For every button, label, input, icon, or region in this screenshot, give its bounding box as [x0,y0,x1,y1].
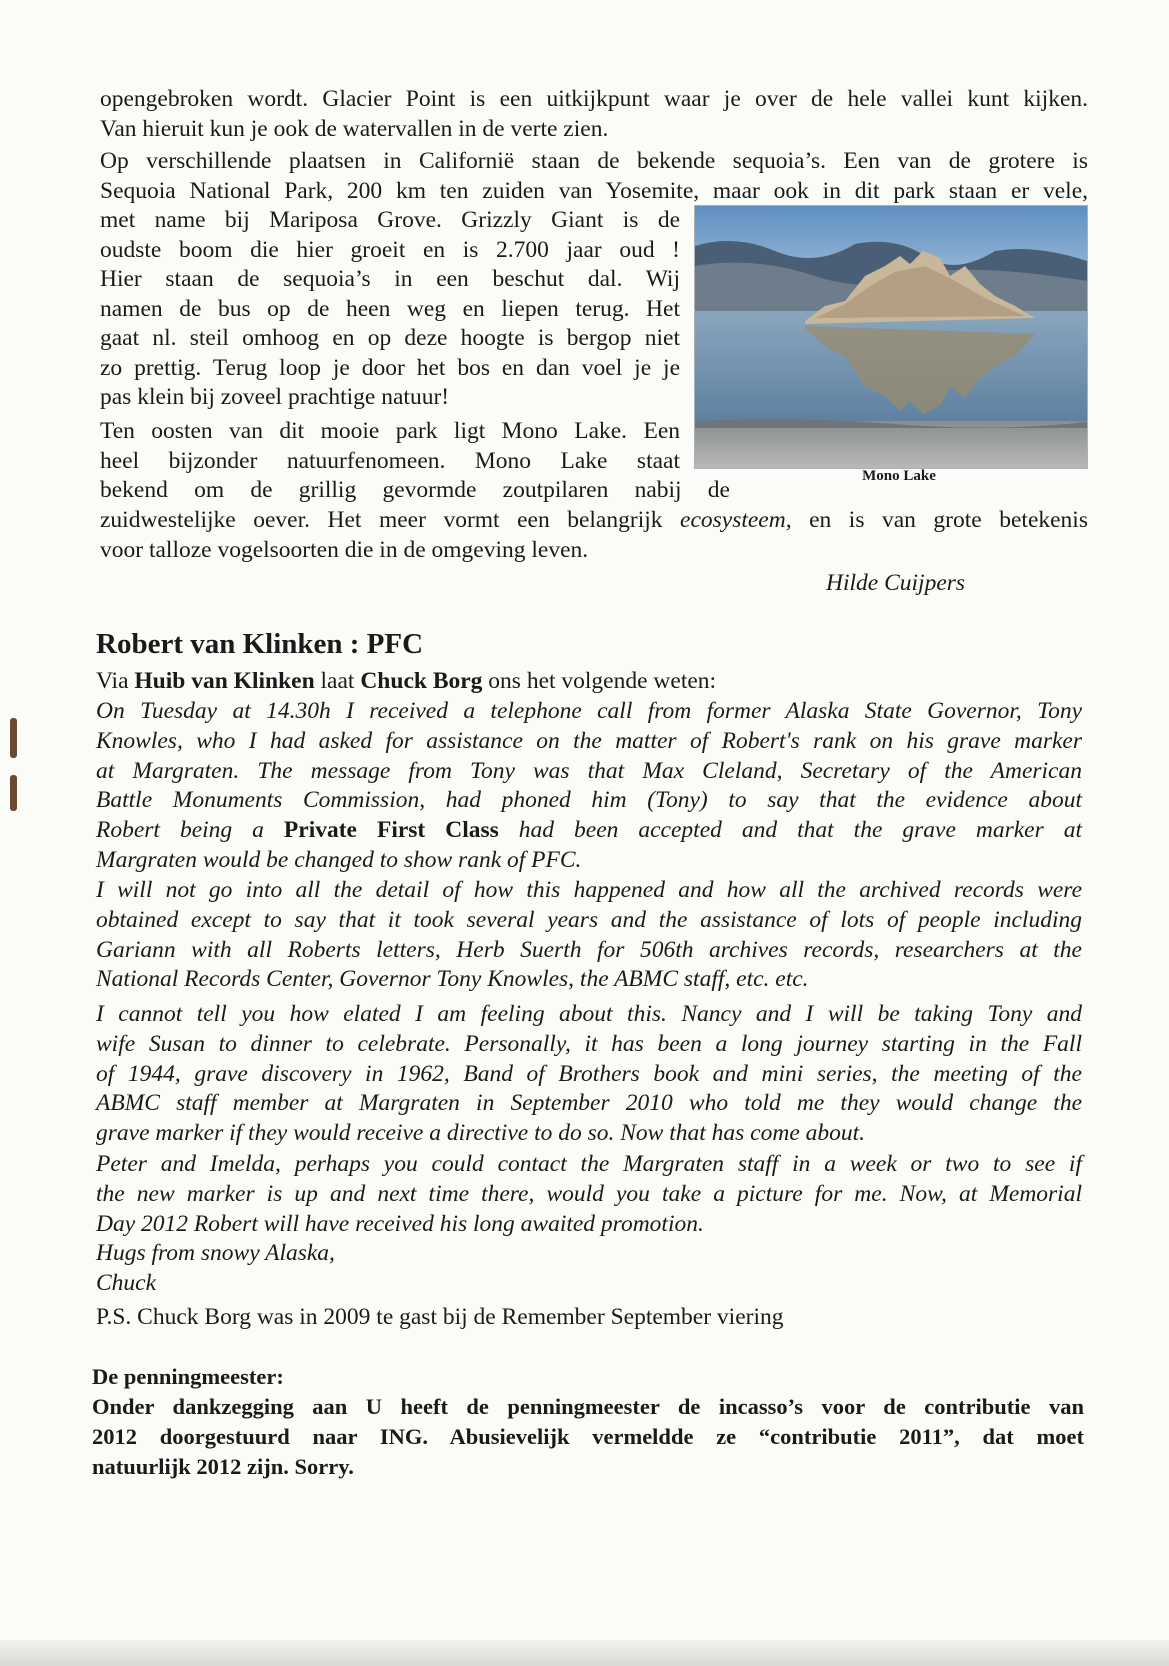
text-line: wife Susan to dinner to celebrate. Personally, it has been a long journey starting in the Fall [96,1030,1082,1057]
text-line [100,506,1088,536]
letter-signature: Chuck [96,1270,157,1297]
text-line: Gariann with all Roberts letters, Herb Suerth for 506th archives records, researchers at the [96,936,1082,963]
article-heading: Robert van Klinken : PFC [96,628,424,660]
letter-paragraph-1 [96,697,1082,876]
binder-mark [10,718,17,758]
paragraph-sequoia [100,147,1088,206]
paragraph-mono-lake-line3 [100,476,730,506]
text-fragment: had been accepted and that the grave marker at [498,817,1083,844]
text-line: Battle Monuments Commission, had phoned him (Tony) to say that the evidence about [96,787,1082,814]
text-line: met name bij Mariposa Grove. Grizzly Giant is de [100,207,680,233]
text-line: I cannot tell you how elated I am feeling about this. Nancy and I will be taking Tony and [96,1001,1082,1027]
paragraph-mono-lake-end [100,506,1088,565]
text-line: bekend om de grillig gevormde zoutpilaren nabij de [100,477,730,503]
text-fragment: en is van grote betekenis [791,507,1088,533]
text-line: I will not go into all the detail of how this happened and how all the archived records were [96,877,1082,903]
author-signature: Hilde Cuijpers [826,570,966,596]
text-line: Peter and Imelda, perhaps you could contact the Margraten staff in a week or two to see if [96,1151,1082,1177]
letter-paragraph-4 [96,1150,1082,1299]
text-line: obtained except to say that it took several years and the assistance of lots of people including [96,906,1082,933]
text-line: namen de bus op de heen weg en liepen terug. Het [100,295,680,322]
binder-mark [10,775,17,811]
text-line [96,816,1082,846]
text-line: Margraten would be changed to show rank of PFC. [96,846,582,873]
text-fragment: zuidwestelijke oever. Het meer vormt een belangrijk [100,507,681,533]
treasurer-notice [92,1362,1084,1482]
text-line: Hier staan de sequoia’s in een beschut dal. Wij [100,266,680,292]
text-line: P.S. Chuck Borg was in 2009 te gast bij de Remember September viering [96,1304,784,1330]
mono-lake-photo [694,205,1088,469]
photo-caption: Mono Lake [862,468,936,484]
rank-text: Private First Class [283,817,499,844]
text-line: ABMC staff member at Margraten in September 2010 who told me they would change the [96,1090,1082,1117]
section-heading: De penningmeester: [92,1364,284,1389]
text-line: Knowles, who I had asked for assistance on the matter of Robert's rank on his grave marker [96,727,1082,754]
text-line: oudste boom die hier groeit en is 2.700 jaar oud ! [100,236,680,263]
text-fragment: Via [96,668,135,694]
text-line: Op verschillende plaatsen in Californië staan de bekende sequoia’s. Een van de grotere is [100,148,1088,174]
text-line: gaat nl. steil omhoog en op deze hoogte is bergop niet [100,325,680,351]
text-line: 2012 doorgestuurd naar ING. Abusievelijk vermeldde ze “contributie 2011”, dat moet [92,1424,1084,1449]
text-line: natuurlijk 2012 zijn. Sorry. [92,1454,354,1479]
text-line [96,667,1086,697]
text-fragment: laat [314,668,361,694]
scan-edge [0,1640,1169,1666]
text-line: the new marker is up and next time there, would you take a picture for me. Now, at Memorial [96,1180,1082,1207]
text-line: Sequoia National Park, 200 km ten zuiden van Yosemite, maar ook in dit park staan er vele, [100,177,1088,204]
paragraph-mariposa [100,206,680,413]
text-line: at Margraten. The message from Tony was that Max Cleland, Secretary of the American [96,757,1082,784]
text-line: On Tuesday at 14.30h I received a telephone call from former Alaska State Governor, Tony [96,698,1082,724]
text-line: pas klein bij zoveel prachtige natuur! [100,384,450,410]
text-line: Van hieruit kun je ook de watervallen in de verte zien. [100,115,609,142]
letter-paragraph-2 [96,876,1082,995]
text-line: opengebroken wordt. Glacier Point is een uitkijkpunt waar je over de hele vallei kunt kijken. [100,86,1088,112]
text-line: Ten oosten van dit mooie park ligt Mono Lake. Een [100,418,680,444]
text-fragment: ons het volgende weten: [482,668,717,694]
person-name: Chuck Borg [360,668,483,694]
emphasis-text: ecosysteem, [680,507,792,533]
text-line: heel bijzonder natuurfenomeen. Mono Lake staat [100,447,680,474]
article-intro [96,667,1086,697]
text-line: National Records Center, Governor Tony Knowles, the ABMC staff, etc. etc. [96,966,809,993]
text-line: Day 2012 Robert will have received his long awaited promotion. [96,1210,704,1237]
paragraph-mono-lake [100,417,680,476]
paragraph-glacier-point [100,85,1088,144]
postscript [96,1303,1082,1333]
text-line: zo prettig. Terug loop je door het bos en dan voel je je [100,354,680,381]
text-line: of 1944, grave discovery in 1962, Band of Brothers book and mini series, the meeting of the [96,1060,1082,1087]
letter-closing: Hugs from snowy Alaska, [96,1240,335,1267]
letter-paragraph-3 [96,1000,1082,1149]
person-name: Huib van Klinken [134,668,315,694]
text-line: grave marker if they would receive a directive to do so. Now that has come about. [96,1120,866,1147]
text-line: voor talloze vogelsoorten die in de omgeving leven. [100,536,589,563]
text-line: Onder dankzegging aan U heeft de penningmeester de incasso’s voor de contributie van [92,1394,1084,1419]
text-fragment: Robert being a [96,817,284,844]
